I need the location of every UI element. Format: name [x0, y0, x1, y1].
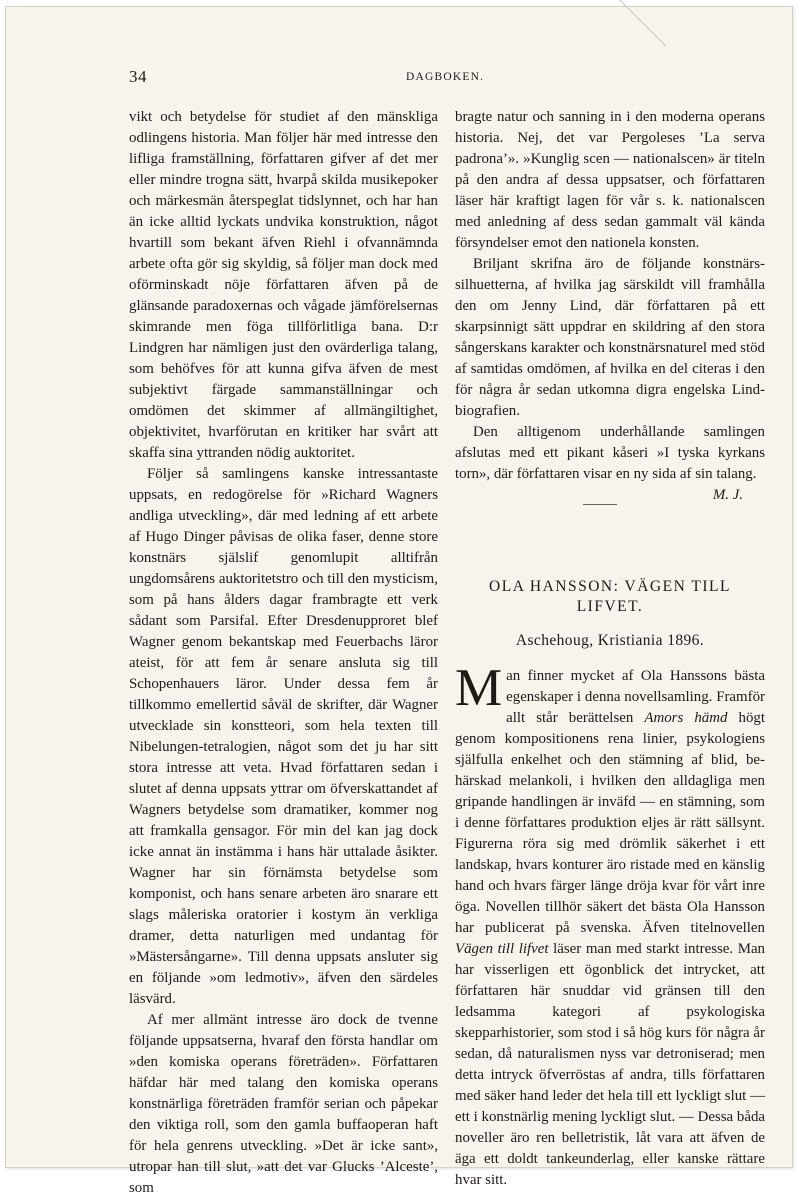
paragraph-text: Den alltigenom underhållande samlingen afslutas med ett pikant kåseri »I tyska kyrkans torn», där författaren visar en ny sida af sin talang. — [455, 424, 765, 482]
right-column — [455, 107, 765, 1191]
section-divider — [583, 504, 617, 505]
paragraph: Af mer allmänt intresse äro dock de tvenne följande uppsatserna, hvaraf den första handlar om »den komiska operans företräden». Författaren häfdar här med talang den komiska operans konstnärliga företräden framför serian och påpekar den viktiga roll, som den gamla buffaoperan haft för hela genrens utveckling. »Det är icke sant», utropar han till slut, »att det var Glucks ’Alceste’, som — [129, 1012, 438, 1196]
body-text: läser man med starkt intresse. Man har visserligen ett ögonblick det intrycket, att författaren här snuddar vid gränsen till den ledsamma kategori af psykologiska skepparhistorier, som stod i så hög kurs för några år sedan, då naturalismen nyss var detroniserad; men detta intryck öfverröstas af andra, tills författaren med säker hand leder det hela till ett lyckligt slut — ett i konstnärlig mening lyckligt slut. — Dessa båda noveller äro ren belletristik, låt vara att äfven de äga ett doldt tankeunderlag, eller kanske rättare hvar sitt. — [455, 941, 765, 1188]
page-number: 34 — [129, 67, 147, 86]
story-title: Vägen till lifvet — [455, 941, 549, 957]
review-body — [455, 659, 765, 1191]
body-text: an finner mycket af Ola Hanssons bästa egenskaper i denna novellsamling. Framför allt står berättelsen — [506, 668, 765, 726]
left-column — [129, 107, 438, 1199]
book-page — [5, 6, 793, 1196]
review-title: OLA HANSSON: VÄGEN TILL LIFVET. — [489, 578, 731, 615]
page-crease — [616, 0, 666, 46]
paragraph: vikt och betydelse för studiet af den mänskliga odlingens historia. Man följer här med intresse den lifliga framställning, författaren gifver af det mer eller mindre trogna sätt, hvarpå skilda musikepoker och märkesmän återspeglat tidslynnet, och har han än icke alltid lyckats undvika konstruktion, något hvartill som bekant äfven Riehl i ofvannämnda arbete ofta gör sig skyldig, så följer man dock med oförminskadt nöje författaren äfven på de glänsande paradoxernas och vågade jämförelsernas skimrande men föga tillförlitliga bana. D:r Lindgren har nämligen just den ovärderliga talang, som behöfves för att kunna gifva äfven de mest subjektivt färgade sammanställningar och omdömen det skimmer af allmängiltighet, objektivitet, hvarförutan en kritiker har svårt att skaffa sina yttranden nödig auktoritet. — [129, 109, 438, 461]
paragraph — [455, 659, 765, 1191]
paragraph: Följer så samlingens kanske intressantaste uppsats, en redogörelse för »Richard Wagners andliga utveckling», där med ledning af ett arbete af Hugo Dinger påvisas de olika faser, denne store konstnärs själslif genomlupit alltifrån ungdomsårens auktoritetstro och till den mysticism, som på hans ålders dagar frambragte ett verk sådant som Parsifal. Efter Dresdenupproret blef Wagner genom bekantskap med Feuerbachs läror ateist, för att fem år senare ansluta sig till Schopenhauers läror. Under dessa fem år tillkommo emellertid såväl de skrifter, där Wagner utvecklade sin konstteori, som hela texten till Nibelungen-tetralogien, något som det ju har sitt stora intresse att veta. Hvad författaren sedan i slutet af denna uppsats yttrar om öfverskattandet af Wagners betydelse som dramatiker, kommer nog att framkalla gensagor. För min del kan jag dock icke annat än instämma i hans här uttalade åsikter. Wagner har sin förnämsta betydelse som komponist, och hans senare arbeten äro snarare ett slags måleriska oratorier i kostym än verkliga dramer, detta naturligen med undantag för »Mästersångarne». Till denna uppsats ansluter sig en följande »om ledmotiv», äfven den särdeles läsvärd. — [129, 466, 438, 1007]
paragraph: Briljant skrifna äro de följande konstnärssilhuetterna, af hvilka jag särskildt vill framhålla den om Jenny Lind, där författaren på ett skarpsinnigt sätt uppdrar en skildring af den stora sångerskans karakter och konstnärsnaturel med stöd af samtidas omdömen, af hvilka en del citeras i den för några år sedan utkomna digra engelska Lind-biografien. — [455, 256, 765, 419]
review-publisher: Aschehoug, Kristiania 1896. — [515, 632, 705, 649]
paragraph: bragte natur och sanning in i den moderna operans historia. Nej, det var Pergoleses ’La serva padrona’». »Kunglig scen — nationalscen» är titeln på den andra af dessa uppsatser, och författaren läser här kraftigt lagen för vår s. k. nationalscen med anledning af dess sedan gammalt väl kända försyndelser emot den nationela konsten. — [455, 109, 765, 251]
story-title: Amors hämd — [644, 710, 728, 726]
author-signature: M. J. — [712, 487, 743, 503]
paragraph — [455, 422, 765, 503]
drop-cap: M — [455, 659, 503, 717]
running-head: DAGBOKEN. — [406, 71, 485, 83]
body-text: högt genom kompositionens rena linier, psykologiens själfulla enkelhet och den stämning af blid, behärskad melankoli, i hvilken den alldagliga men gripande handlingen är inväfd — en stämning, som i denne författares produktion eljes är rätt sällsynt. Figurerna röra sig med drömlik säkerhet i ett landskap, hvars konturer äro ristade med en känslig hand och hvars färger länge dröja kvar för vårt inre öga. Novellen tillhör säkert det bästa Ola Hansson har publicerat på svenska. Äfven titelnovellen — [455, 710, 765, 936]
